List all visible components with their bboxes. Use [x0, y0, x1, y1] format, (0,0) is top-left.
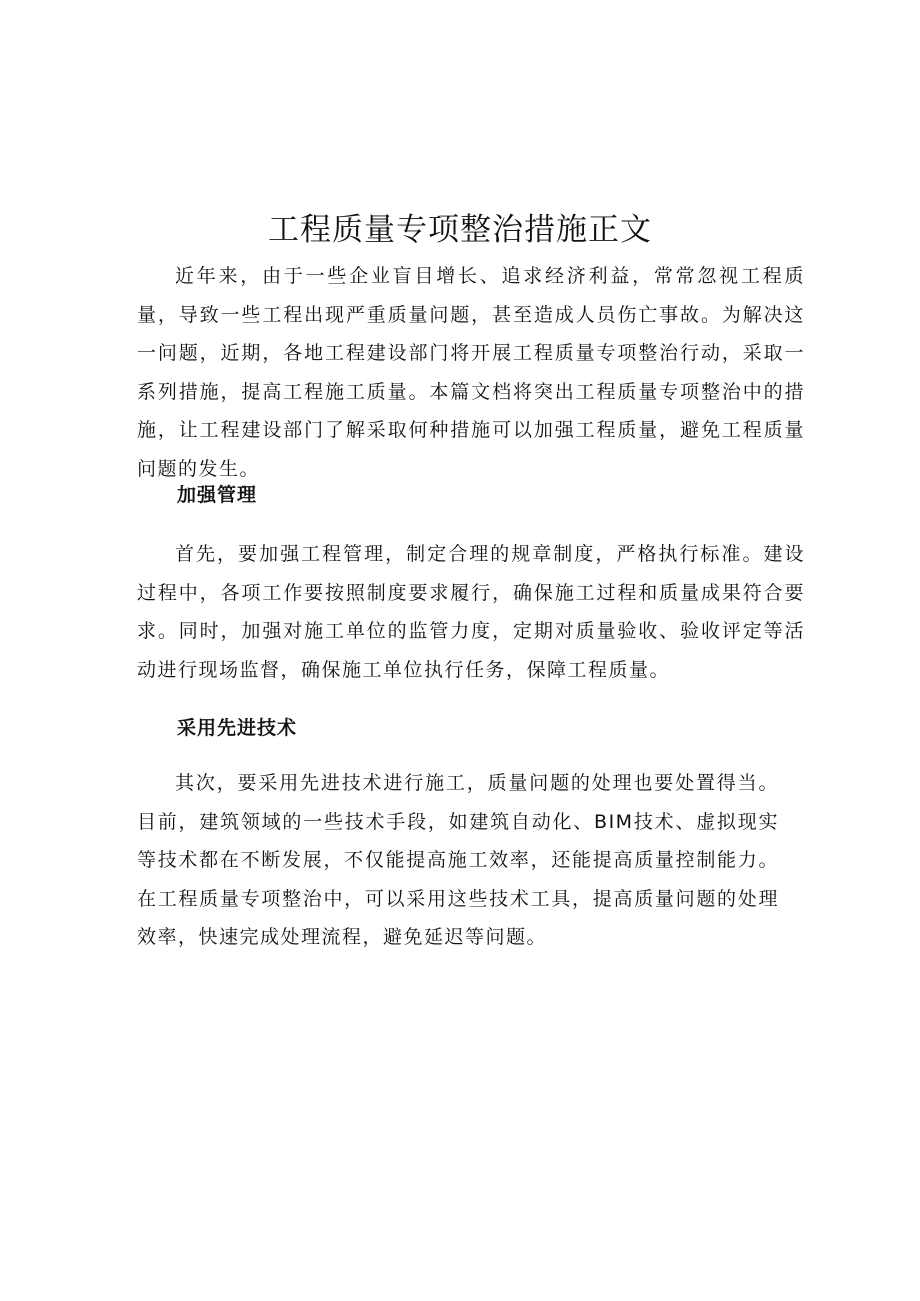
section-heading-management: 加强管理	[177, 484, 258, 506]
section-body-management: 首先，要加强工程管理，制定合理的规章制度，严格执行标准。建设过程中，各项工作要按照制度要求履行，确保施工过程和质量成果符合要求。同时，加强对施工单位的监管力度，定期对质量验收、验收评定等活动进行现场监督，确保施工单位执行任务，保障工程质量。	[137, 543, 805, 681]
section-body-technology: 其次，要采用先进技术进行施工，质量问题的处理也要处置得当。目前，建筑领域的一些技术手段，如建筑自动化、BIM技术、虚拟现实等技术都在不断发展，不仅能提高施工效率，还能提高质量控制能力。在工程质量专项整治中，可以采用这些技术工具，提高质量问题的处理效率，快速完成处理流程，避免延迟等问题。	[137, 772, 779, 948]
section-heading-technology: 采用先进技术	[177, 717, 298, 739]
intro-paragraph: 近年来，由于一些企业盲目增长、追求经济利益，常常忽视工程质量，导致一些工程出现严重质量问题，甚至造成人员伤亡事故。为解决这一问题，近期，各地工程建设部门将开展工程质量专项整治行动，采取一系列措施，提高工程施工质量。本篇文档将突出工程质量专项整治中的措施，让工程建设部门了解采取何种措施可以加强工程质量，避免工程质量问题的发生。	[137, 265, 805, 480]
document-title: 工程质量专项整治措施正文	[268, 212, 652, 248]
